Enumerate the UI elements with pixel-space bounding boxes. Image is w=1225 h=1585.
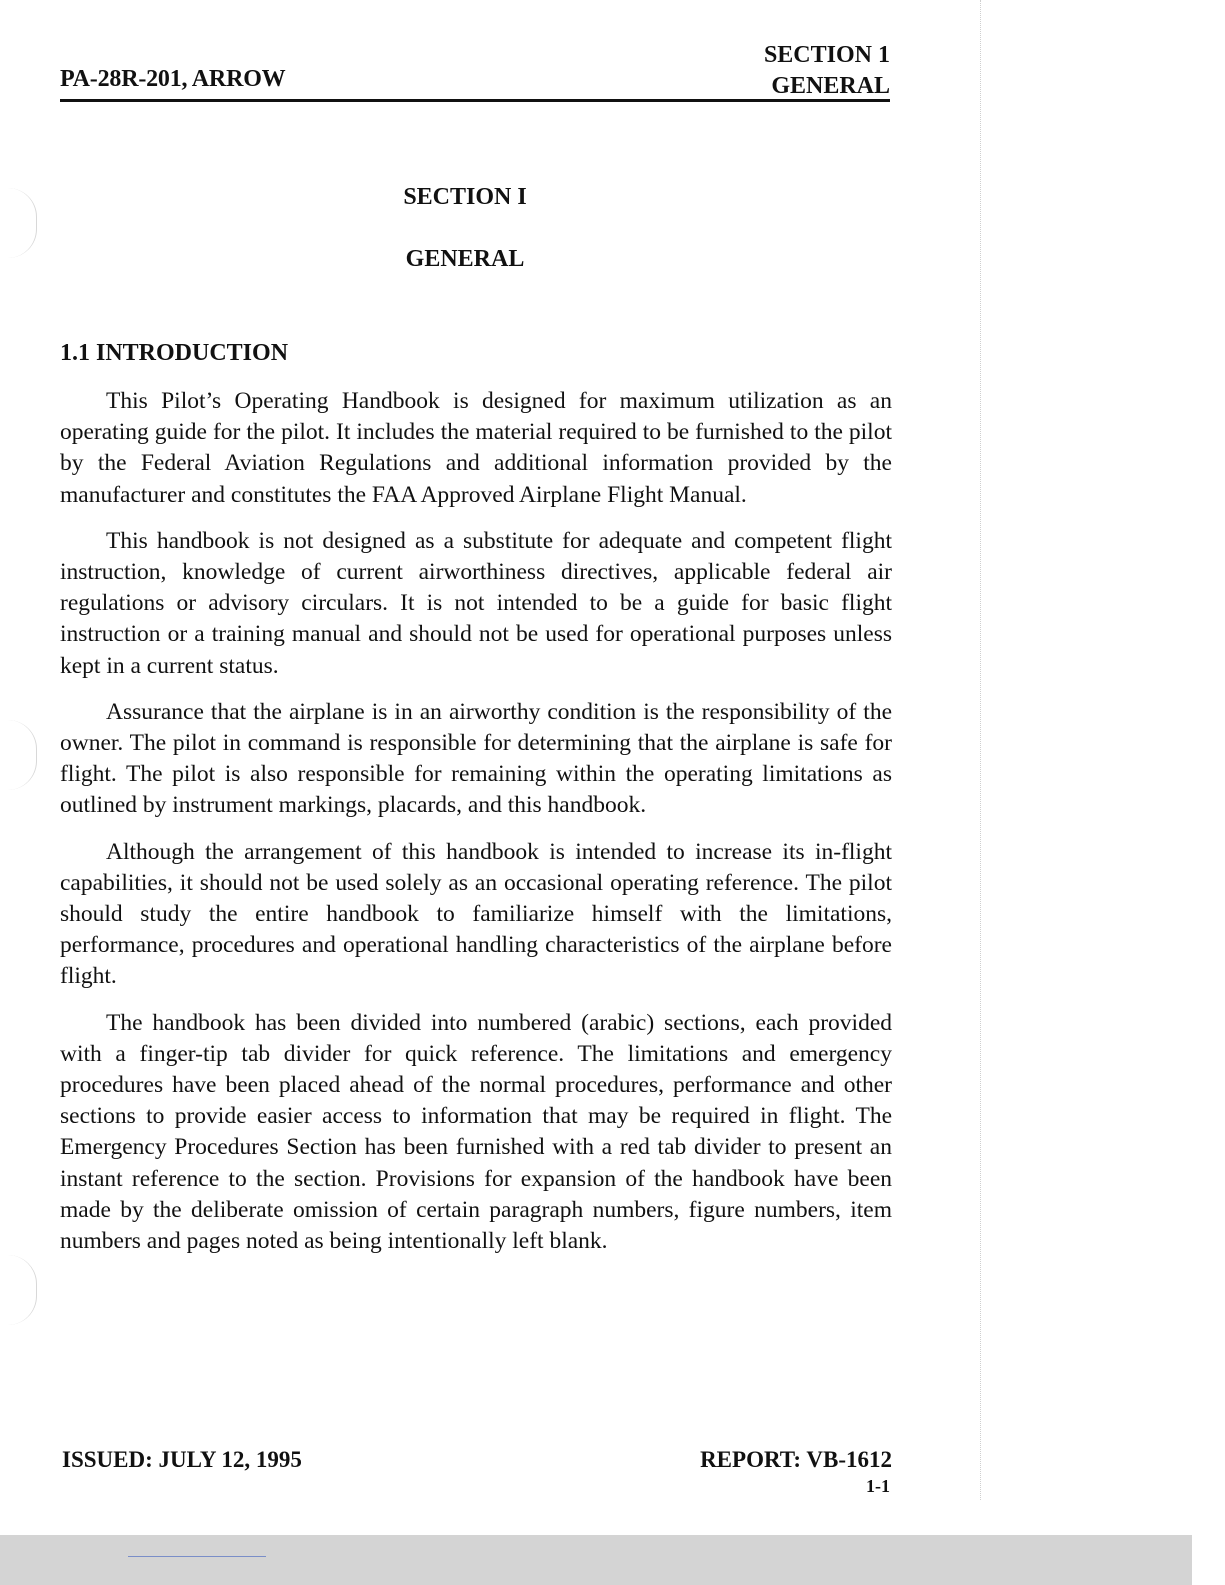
- punch-hole-bottom: [8, 1255, 37, 1325]
- issued-date: ISSUED: JULY 12, 1995: [62, 1447, 302, 1472]
- aircraft-model-header: PA-28R-201, ARROW: [60, 66, 286, 92]
- introduction-body: [60, 386, 892, 1272]
- punch-hole-top: [8, 188, 37, 258]
- paragraph-substitute: This handbook is not designed as a substitute for adequate and competent flight instruction, knowledge of current airworthiness directives, applicable federal air regulations or advisory circulars. It is not intended to be a guide for basic flight instruction or a training manual and should not be used for operational purposes unless kept in a current status.: [60, 527, 892, 679]
- paragraph-purpose: This Pilot’s Operating Handbook is designed for maximum utilization as an operating guide for the pilot. It includes the material required to be furnished to the pilot by the Federal Aviation Regulations and additional information provided by the manufacturer and constitutes the FAA Approved Airplane Flight Manual.: [60, 388, 892, 508]
- paragraph-arrangement: Although the arrangement of this handbook is intended to increase its in-flight capabilities, it should not be used solely as an occasional operating reference. The pilot should study the entire handbook to familiarize himself with the limitations, performance, procedures and operational handling characteristics of the airplane before flight.: [60, 838, 892, 990]
- scan-binding-edge: [980, 0, 985, 1500]
- section-name-header: GENERAL: [771, 73, 890, 99]
- section-number-header: SECTION 1: [763, 42, 890, 68]
- section-subtitle: GENERAL: [405, 246, 525, 272]
- section-title: SECTION I: [403, 184, 527, 210]
- viewer-bottom-bar: [0, 1535, 1192, 1585]
- section-header: [764, 40, 890, 102]
- header-rule: [60, 99, 890, 102]
- introduction-heading: 1.1 INTRODUCTION: [60, 340, 289, 366]
- paragraph-responsibility: Assurance that the airplane is in an airworthy condition is the responsibility of the owner. The pilot in command is responsible for determining that the airplane is safe for flight. The pilot is also responsible for remaining within the operating limitations as outlined by instrument markings, placards, and this handbook.: [60, 698, 892, 819]
- punch-hole-middle: [8, 720, 37, 790]
- page-number: 1-1: [866, 1476, 890, 1496]
- paragraph-sections: The handbook has been divided into numbered (arabic) sections, each provided with a finger-tip tab divider for quick reference. The limitations and emergency procedures have been placed ahead of the normal procedures, performance and other sections to provide easier access to information that may be required in flight. The Emergency Procedures Section has been furnished with a red tab divider to present an instant reference to the section. Provisions for expansion of the handbook have been made by the deliberate omission of certain paragraph numbers, figure numbers, item numbers and pages noted as being intentionally left blank.: [60, 1009, 892, 1255]
- viewer-link-underline[interactable]: [128, 1556, 266, 1557]
- report-number: REPORT: VB-1612: [700, 1447, 892, 1472]
